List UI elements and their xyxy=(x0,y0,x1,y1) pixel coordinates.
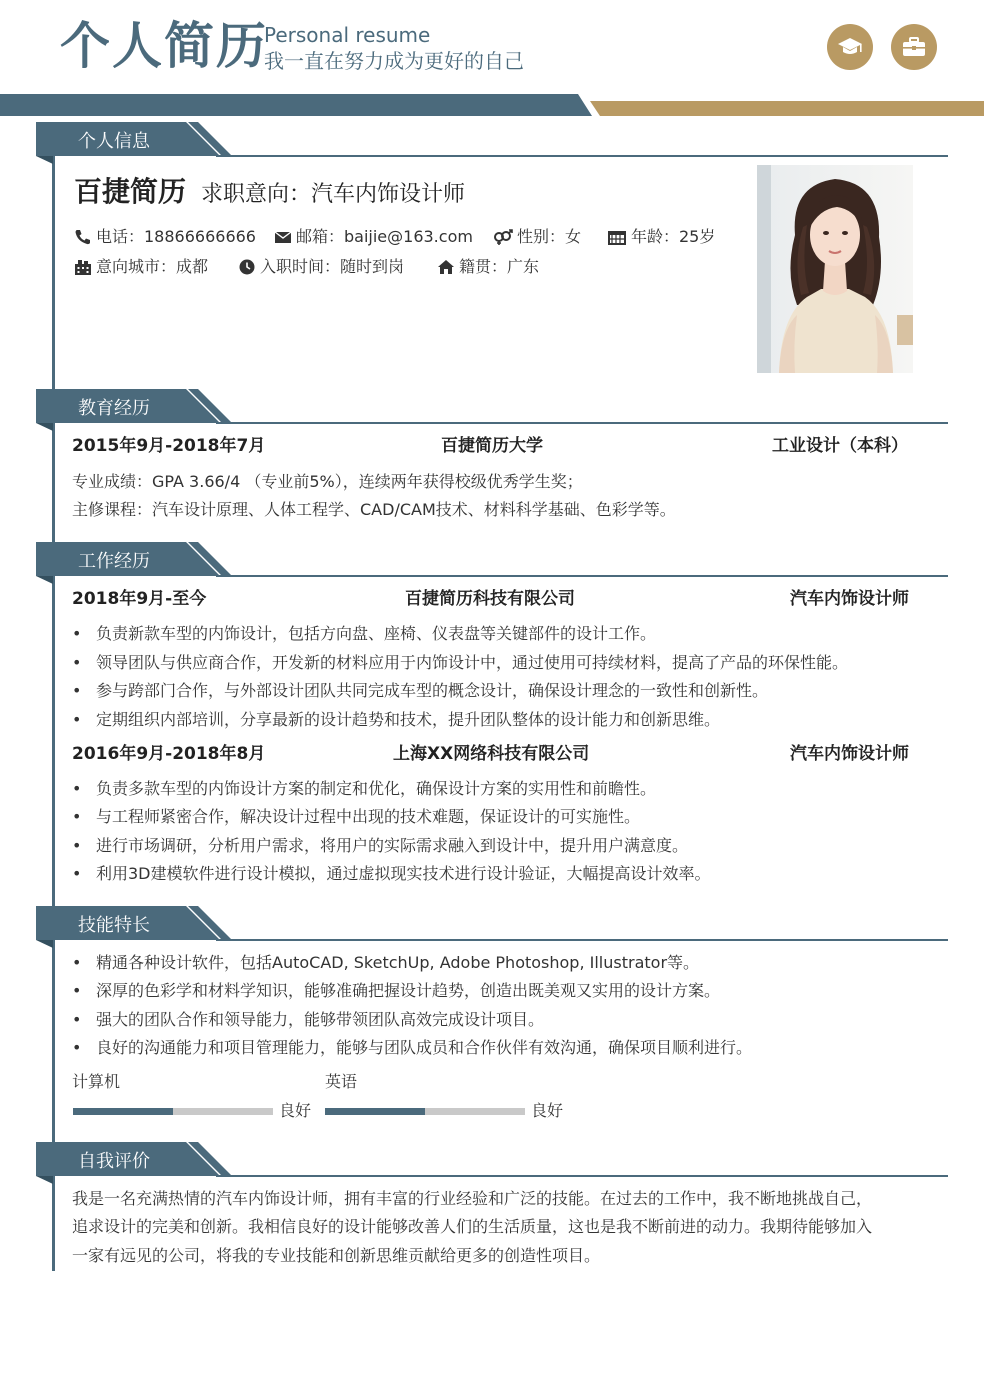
self-eval-line: 一家有远见的公司，将我的专业技能和创新思维贡献给更多的创造性项目。 xyxy=(72,1246,601,1265)
city-info xyxy=(74,256,208,278)
mail-icon xyxy=(274,229,292,245)
skill-bar-name: 英语 xyxy=(325,1072,358,1091)
work-period: 2018年9月-至今 xyxy=(72,589,207,609)
calendar-icon xyxy=(607,229,627,245)
work-role: 汽车内饰设计师 xyxy=(790,744,909,764)
candidate-name: 百捷简历 xyxy=(74,175,187,208)
age-info xyxy=(607,226,715,248)
origin-info xyxy=(437,256,539,278)
work-company: 百捷简历科技有限公司 xyxy=(405,589,575,609)
clock-icon xyxy=(238,259,256,275)
skill-item: • 强大的团队合作和领导能力，能够带领团队高效完成设计项目。 xyxy=(72,1009,544,1031)
gender-info xyxy=(493,226,581,248)
section-title: 个人信息 xyxy=(78,131,150,152)
header-band xyxy=(0,94,984,116)
graduation-cap-icon xyxy=(827,24,873,70)
gender-icon xyxy=(493,229,513,245)
work-item: • 与工程师紧密合作，解决设计过程中出现的技术难题，保证设计的可实施性。 xyxy=(72,806,640,828)
edu-period: 2015年9月-2018年7月 xyxy=(72,436,266,456)
phone-icon xyxy=(74,229,92,245)
edu-major: 工业设计（本科） xyxy=(772,436,908,456)
skill-item: • 深厚的色彩学和材料学知识，能够准确把握设计趋势，创造出既美观又实用的设计方案。 xyxy=(72,980,720,1002)
work-item: • 负责新款车型的内饰设计，包括方向盘、座椅、仪表盘等关键部件的设计工作。 xyxy=(72,623,656,645)
edu-detail: 主修课程：汽车设计原理、人体工程学、CAD/CAM技术、材料科学基础、色彩学等。 xyxy=(72,500,676,519)
start-text: 入职时间：随时到岗 xyxy=(260,257,405,276)
skill-bar-level: 良好 xyxy=(531,1101,564,1120)
work-item: • 定期组织内部培训，分享最新的设计趋势和技术，提升团队整体的设计能力和创新思维。 xyxy=(72,709,720,731)
resume-title: 个人简历 xyxy=(60,17,268,75)
edu-school: 百捷简历大学 xyxy=(441,436,543,456)
skill-item: • 良好的沟通能力和项目管理能力，能够与团队成员和合作伙伴有效沟通，确保项目顺利进行。 xyxy=(72,1037,752,1059)
section-header-skills xyxy=(36,906,948,956)
self-eval-line: 追求设计的完美和创新。我相信良好的设计能够改善人们的生活质量，这也是我不断前进的动力。我期待能够加入 xyxy=(72,1217,873,1236)
home-icon xyxy=(437,259,455,275)
age-text: 年龄：25岁 xyxy=(631,227,716,246)
start-info xyxy=(238,256,404,278)
section-title: 自我评价 xyxy=(78,1151,150,1172)
section-title: 教育经历 xyxy=(78,398,150,419)
section-header-self xyxy=(36,1142,948,1192)
phone-text: 电话：18866666666 xyxy=(96,227,256,246)
building-icon xyxy=(74,259,92,275)
section-title: 工作经历 xyxy=(78,551,150,572)
section-title: 技能特长 xyxy=(78,915,150,936)
edu-detail: 专业成绩：GPA 3.66/4 （专业前5%），连续两年获得校级优秀学生奖； xyxy=(72,472,583,491)
timeline-rail xyxy=(52,150,55,1271)
work-item: • 参与跨部门合作，与外部设计团队共同完成车型的概念设计，确保设计理念的一致性和创新性。 xyxy=(72,680,768,702)
profile-photo xyxy=(757,165,913,373)
skill-bar-fill xyxy=(325,1108,425,1115)
origin-text: 籍贯：广东 xyxy=(459,257,540,276)
work-company: 上海XX网络科技有限公司 xyxy=(393,744,590,764)
skill-bar-level: 良好 xyxy=(279,1101,312,1120)
job-intent: 求职意向：汽车内饰设计师 xyxy=(201,182,466,207)
work-role: 汽车内饰设计师 xyxy=(790,589,909,609)
work-item: • 负责多款车型的内饰设计方案的制定和优化，确保设计方案的实用性和前瞻性。 xyxy=(72,778,656,800)
briefcase-icon xyxy=(891,24,937,70)
gender-text: 性别：女 xyxy=(517,227,582,246)
section-header-work xyxy=(36,542,948,592)
skill-bar-track xyxy=(325,1108,525,1115)
email-info xyxy=(274,226,473,248)
work-item: • 利用3D建模软件进行设计模拟，通过虚拟现实技术进行设计验证，大幅提高设计效率。 xyxy=(72,863,711,885)
city-text: 意向城市：成都 xyxy=(96,257,209,276)
section-header-education xyxy=(36,389,948,439)
phone-info xyxy=(74,226,256,248)
skill-bar-name: 计算机 xyxy=(72,1072,121,1091)
self-eval-line: 我是一名充满热情的汽车内饰设计师，拥有丰富的行业经验和广泛的技能。在过去的工作中，我不断地挑战自己， xyxy=(72,1189,873,1208)
resume-title-english: Personal resume xyxy=(264,23,431,47)
skill-item: • 精通各种设计软件，包括AutoCAD, SketchUp, Adobe Photoshop, Illustrator等。 xyxy=(72,952,699,974)
work-item: • 进行市场调研，分析用户需求，将用户的实际需求融入到设计中，提升用户满意度。 xyxy=(72,835,688,857)
email-text: 邮箱：baijie@163.com xyxy=(296,227,473,246)
skill-bar-fill xyxy=(73,1108,173,1115)
skill-bar-track xyxy=(73,1108,273,1115)
resume-subtitle: 我一直在努力成为更好的自己 xyxy=(264,49,524,73)
work-period: 2016年9月-2018年8月 xyxy=(72,744,266,764)
work-item: • 领导团队与供应商合作，开发新的材料应用于内饰设计中，通过使用可持续材料，提高了产品的环保性能。 xyxy=(72,652,848,674)
